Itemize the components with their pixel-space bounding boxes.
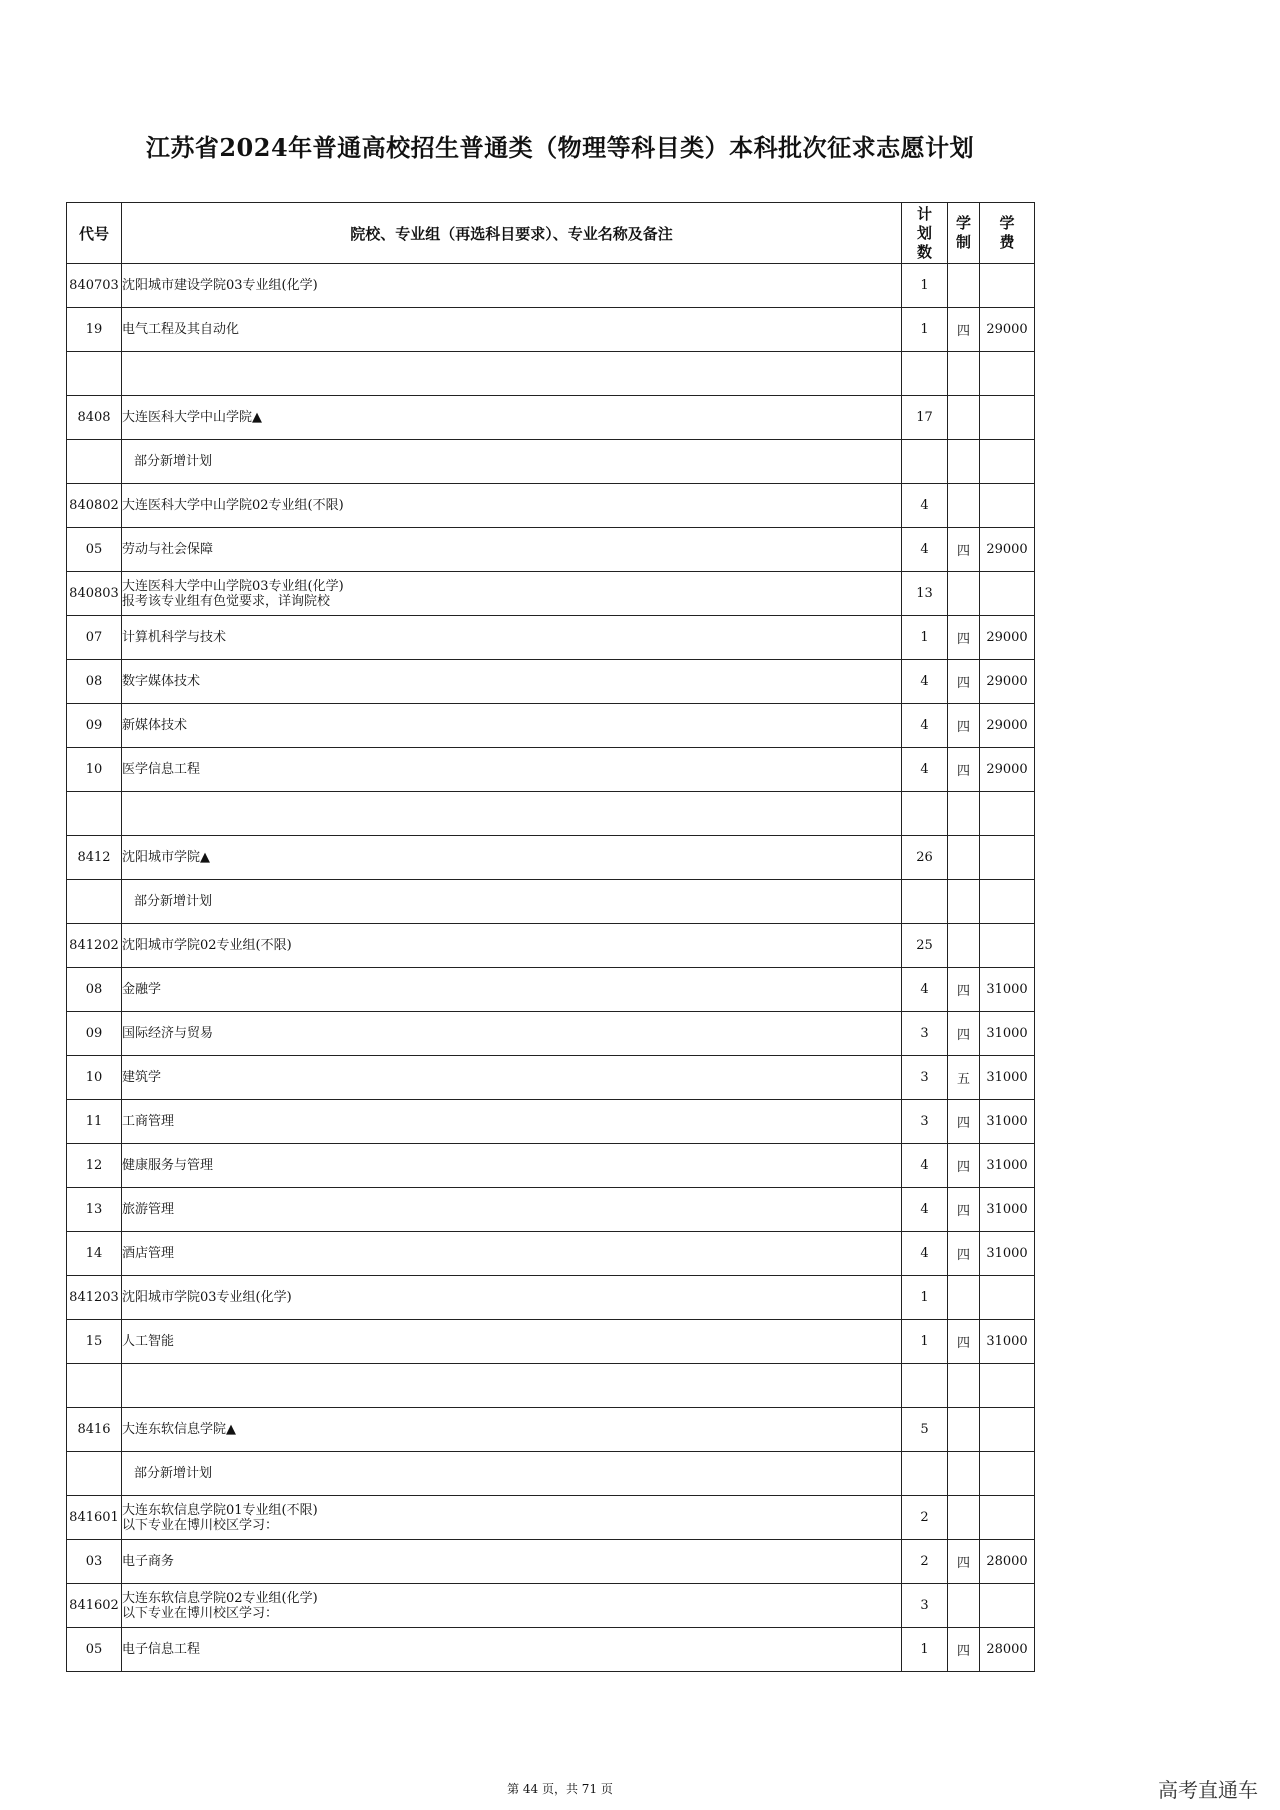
row-years: 四 bbox=[948, 968, 980, 1012]
row-code bbox=[67, 440, 122, 484]
row-fee bbox=[980, 484, 1035, 528]
table-row bbox=[67, 440, 1035, 484]
row-fee bbox=[980, 924, 1035, 968]
table-row bbox=[67, 968, 1035, 1012]
row-code: 08 bbox=[67, 968, 122, 1012]
row-name bbox=[122, 748, 902, 792]
row-fee: 31000 bbox=[980, 1056, 1035, 1100]
row-name-text: 部分新增计划 bbox=[134, 454, 213, 469]
row-fee bbox=[980, 880, 1035, 924]
table-row bbox=[67, 1144, 1035, 1188]
row-years: 四 bbox=[948, 1188, 980, 1232]
row-fee: 31000 bbox=[980, 1012, 1035, 1056]
row-name bbox=[122, 1628, 902, 1672]
row-years bbox=[948, 880, 980, 924]
row-years: 四 bbox=[948, 1144, 980, 1188]
row-name-text: 电子信息工程 bbox=[122, 1642, 201, 1657]
table-row bbox=[67, 1584, 1035, 1628]
table-row bbox=[67, 1056, 1035, 1100]
row-fee: 29000 bbox=[980, 528, 1035, 572]
row-fee bbox=[980, 1452, 1035, 1496]
row-name-text: 电子商务 bbox=[122, 1554, 175, 1569]
row-years bbox=[948, 440, 980, 484]
table-row bbox=[67, 572, 1035, 616]
row-name-text: 计算机科学与技术 bbox=[122, 630, 227, 645]
table-row bbox=[67, 704, 1035, 748]
row-plan-count: 1 bbox=[902, 308, 948, 352]
row-plan-count: 3 bbox=[902, 1100, 948, 1144]
row-fee: 31000 bbox=[980, 1100, 1035, 1144]
row-plan-count bbox=[902, 440, 948, 484]
row-fee bbox=[980, 836, 1035, 880]
table-row bbox=[67, 924, 1035, 968]
table-row bbox=[67, 1628, 1035, 1672]
row-name bbox=[122, 792, 902, 836]
row-fee bbox=[980, 1496, 1035, 1540]
header-plan-char: 计 bbox=[916, 204, 932, 223]
row-years bbox=[948, 836, 980, 880]
row-code: 840703 bbox=[67, 264, 122, 308]
table-row bbox=[67, 484, 1035, 528]
row-code: 19 bbox=[67, 308, 122, 352]
row-plan-count bbox=[902, 1452, 948, 1496]
row-fee: 28000 bbox=[980, 1628, 1035, 1672]
row-plan-count: 4 bbox=[902, 748, 948, 792]
row-name bbox=[122, 1496, 902, 1540]
row-years bbox=[948, 1584, 980, 1628]
row-code bbox=[67, 792, 122, 836]
row-fee bbox=[980, 1364, 1035, 1408]
row-name-text: 大连东软信息学院01专业组(不限) bbox=[122, 1502, 318, 1518]
row-fee bbox=[980, 396, 1035, 440]
row-years: 四 bbox=[948, 1628, 980, 1672]
table-row bbox=[67, 660, 1035, 704]
row-code: 841203 bbox=[67, 1276, 122, 1320]
watermark: 高考直通车 bbox=[1158, 1778, 1258, 1802]
row-code: 15 bbox=[67, 1320, 122, 1364]
row-years bbox=[948, 572, 980, 616]
row-years bbox=[948, 1452, 980, 1496]
row-plan-count: 26 bbox=[902, 836, 948, 880]
row-name-text: 大连东软信息学院02专业组(化学) bbox=[122, 1590, 318, 1606]
row-code: 840803 bbox=[67, 572, 122, 616]
row-fee bbox=[980, 440, 1035, 484]
row-code: 841202 bbox=[67, 924, 122, 968]
row-name bbox=[122, 1540, 902, 1584]
row-name bbox=[122, 1144, 902, 1188]
row-plan-count: 4 bbox=[902, 1144, 948, 1188]
table-row bbox=[67, 836, 1035, 880]
row-name-text: 国际经济与贸易 bbox=[122, 1026, 214, 1041]
row-name bbox=[122, 924, 902, 968]
row-years bbox=[948, 484, 980, 528]
row-plan-count bbox=[902, 1364, 948, 1408]
row-name-text: 新媒体技术 bbox=[122, 718, 188, 733]
row-name-text: 部分新增计划 bbox=[134, 1466, 213, 1481]
table-row bbox=[67, 1276, 1035, 1320]
row-name-remark: 以下专业在博川校区学习： bbox=[122, 1517, 279, 1533]
row-years bbox=[948, 1496, 980, 1540]
row-name bbox=[122, 484, 902, 528]
row-name bbox=[122, 308, 902, 352]
row-name-text: 大连医科大学中山学院03专业组(化学) bbox=[122, 578, 344, 594]
row-plan-count bbox=[902, 792, 948, 836]
row-name bbox=[122, 528, 902, 572]
row-name-text: 沈阳城市学院▲ bbox=[122, 850, 210, 865]
page-footer: 第 44 页，共 71 页 bbox=[507, 1782, 613, 1796]
row-name-text: 人工智能 bbox=[122, 1334, 175, 1349]
row-code bbox=[67, 352, 122, 396]
row-code: 12 bbox=[67, 1144, 122, 1188]
row-code: 09 bbox=[67, 1012, 122, 1056]
row-fee bbox=[980, 264, 1035, 308]
row-plan-count: 4 bbox=[902, 704, 948, 748]
row-name-remark: 以下专业在博川校区学习： bbox=[122, 1605, 279, 1621]
row-plan-count: 2 bbox=[902, 1540, 948, 1584]
row-name-text: 酒店管理 bbox=[122, 1246, 175, 1261]
row-fee bbox=[980, 1584, 1035, 1628]
row-name bbox=[122, 352, 902, 396]
row-years bbox=[948, 1364, 980, 1408]
row-name bbox=[122, 572, 902, 616]
row-plan-count: 1 bbox=[902, 616, 948, 660]
row-years: 四 bbox=[948, 528, 980, 572]
table-row bbox=[67, 264, 1035, 308]
row-plan-count: 13 bbox=[902, 572, 948, 616]
row-years bbox=[948, 792, 980, 836]
row-plan-count: 1 bbox=[902, 1276, 948, 1320]
row-name bbox=[122, 660, 902, 704]
row-name bbox=[122, 1232, 902, 1276]
table-row bbox=[67, 528, 1035, 572]
row-fee bbox=[980, 792, 1035, 836]
header-years-char: 学 bbox=[955, 214, 971, 232]
row-plan-count: 3 bbox=[902, 1584, 948, 1628]
table-row bbox=[67, 1232, 1035, 1276]
row-name bbox=[122, 880, 902, 924]
row-code: 841601 bbox=[67, 1496, 122, 1540]
row-name bbox=[122, 968, 902, 1012]
row-name-text: 沈阳城市学院02专业组(不限) bbox=[122, 938, 292, 953]
row-years: 四 bbox=[948, 1012, 980, 1056]
row-name-text: 工商管理 bbox=[122, 1114, 175, 1129]
header-fee-char: 学 bbox=[999, 214, 1015, 232]
row-name-text: 健康服务与管理 bbox=[122, 1158, 214, 1173]
table-row bbox=[67, 1408, 1035, 1452]
table-row bbox=[67, 1188, 1035, 1232]
row-name-text: 医学信息工程 bbox=[122, 762, 201, 777]
row-plan-count: 1 bbox=[902, 1628, 948, 1672]
row-fee: 29000 bbox=[980, 660, 1035, 704]
header-code: 代号 bbox=[67, 203, 122, 264]
row-years: 五 bbox=[948, 1056, 980, 1100]
row-name bbox=[122, 1012, 902, 1056]
row-code bbox=[67, 1364, 122, 1408]
row-years: 四 bbox=[948, 1232, 980, 1276]
row-plan-count: 4 bbox=[902, 1232, 948, 1276]
row-code: 05 bbox=[67, 528, 122, 572]
row-fee: 29000 bbox=[980, 748, 1035, 792]
row-name bbox=[122, 1364, 902, 1408]
row-fee: 28000 bbox=[980, 1540, 1035, 1584]
row-years bbox=[948, 1276, 980, 1320]
header-years-char: 制 bbox=[955, 233, 971, 251]
table-row bbox=[67, 1364, 1035, 1408]
row-years: 四 bbox=[948, 1100, 980, 1144]
plan-table bbox=[66, 202, 1035, 1672]
row-name bbox=[122, 1584, 902, 1628]
row-years bbox=[948, 1408, 980, 1452]
row-plan-count: 4 bbox=[902, 1188, 948, 1232]
page-title: 江苏省2024年普通高校招生普通类（物理等科目类）本科批次征求志愿计划 bbox=[145, 133, 975, 162]
table-row bbox=[67, 616, 1035, 660]
row-name-text: 大连东软信息学院▲ bbox=[122, 1422, 236, 1437]
row-years bbox=[948, 264, 980, 308]
row-years bbox=[948, 352, 980, 396]
row-code bbox=[67, 1452, 122, 1496]
row-code: 840802 bbox=[67, 484, 122, 528]
table-header-row bbox=[67, 203, 1035, 264]
row-years: 四 bbox=[948, 1540, 980, 1584]
row-code: 03 bbox=[67, 1540, 122, 1584]
row-code: 8412 bbox=[67, 836, 122, 880]
row-plan-count: 4 bbox=[902, 968, 948, 1012]
row-plan-count: 2 bbox=[902, 1496, 948, 1540]
row-code: 14 bbox=[67, 1232, 122, 1276]
row-plan-count: 4 bbox=[902, 660, 948, 704]
row-years bbox=[948, 396, 980, 440]
row-plan-count: 3 bbox=[902, 1012, 948, 1056]
row-code: 08 bbox=[67, 660, 122, 704]
row-years: 四 bbox=[948, 660, 980, 704]
row-name bbox=[122, 440, 902, 484]
table-row bbox=[67, 396, 1035, 440]
table-row bbox=[67, 1496, 1035, 1540]
row-code bbox=[67, 880, 122, 924]
row-name bbox=[122, 396, 902, 440]
row-code: 07 bbox=[67, 616, 122, 660]
row-name bbox=[122, 704, 902, 748]
row-name-text: 沈阳城市学院03专业组(化学) bbox=[122, 1290, 292, 1305]
row-name-text: 大连医科大学中山学院02专业组(不限) bbox=[122, 498, 344, 513]
table-row bbox=[67, 792, 1035, 836]
row-plan-count bbox=[902, 880, 948, 924]
row-name-text: 劳动与社会保障 bbox=[122, 542, 214, 557]
row-name-text: 金融学 bbox=[122, 982, 162, 997]
row-name bbox=[122, 1408, 902, 1452]
row-code: 09 bbox=[67, 704, 122, 748]
table-row bbox=[67, 308, 1035, 352]
row-name bbox=[122, 1100, 902, 1144]
table-row bbox=[67, 880, 1035, 924]
row-plan-count: 5 bbox=[902, 1408, 948, 1452]
row-years: 四 bbox=[948, 308, 980, 352]
row-name-text: 沈阳城市建设学院03专业组(化学) bbox=[122, 278, 318, 293]
row-fee: 31000 bbox=[980, 1188, 1035, 1232]
row-name-text: 数字媒体技术 bbox=[122, 674, 201, 689]
row-fee: 29000 bbox=[980, 704, 1035, 748]
row-plan-count: 3 bbox=[902, 1056, 948, 1100]
table-row bbox=[67, 1452, 1035, 1496]
table-row bbox=[67, 748, 1035, 792]
row-name-text: 部分新增计划 bbox=[134, 894, 213, 909]
row-plan-count: 4 bbox=[902, 528, 948, 572]
row-years: 四 bbox=[948, 1320, 980, 1364]
row-name bbox=[122, 616, 902, 660]
row-code: 10 bbox=[67, 1056, 122, 1100]
row-code: 8408 bbox=[67, 396, 122, 440]
row-fee: 29000 bbox=[980, 616, 1035, 660]
row-name bbox=[122, 1452, 902, 1496]
row-plan-count: 1 bbox=[902, 1320, 948, 1364]
row-years: 四 bbox=[948, 616, 980, 660]
row-code: 8416 bbox=[67, 1408, 122, 1452]
row-name-text: 大连医科大学中山学院▲ bbox=[122, 410, 262, 425]
row-plan-count: 4 bbox=[902, 484, 948, 528]
row-years: 四 bbox=[948, 748, 980, 792]
row-code: 05 bbox=[67, 1628, 122, 1672]
table-body bbox=[67, 264, 1035, 1672]
row-plan-count: 1 bbox=[902, 264, 948, 308]
row-name-text: 电气工程及其自动化 bbox=[122, 322, 240, 337]
row-name-text: 旅游管理 bbox=[122, 1202, 175, 1217]
row-plan-count: 25 bbox=[902, 924, 948, 968]
row-fee: 31000 bbox=[980, 1144, 1035, 1188]
row-name bbox=[122, 836, 902, 880]
header-years bbox=[948, 203, 980, 264]
header-plan-char: 划 bbox=[916, 223, 932, 242]
header-plan bbox=[902, 203, 948, 264]
header-plan-char: 数 bbox=[916, 242, 932, 261]
row-code: 11 bbox=[67, 1100, 122, 1144]
table-row bbox=[67, 352, 1035, 396]
row-fee: 31000 bbox=[980, 1232, 1035, 1276]
row-years bbox=[948, 924, 980, 968]
row-name-text: 建筑学 bbox=[122, 1070, 162, 1085]
row-fee bbox=[980, 1408, 1035, 1452]
row-code: 841602 bbox=[67, 1584, 122, 1628]
row-fee: 29000 bbox=[980, 308, 1035, 352]
row-name bbox=[122, 1320, 902, 1364]
row-name bbox=[122, 1276, 902, 1320]
header-name: 院校、专业组（再选科目要求）、专业名称及备注 bbox=[122, 203, 902, 264]
row-code: 10 bbox=[67, 748, 122, 792]
header-fee bbox=[980, 203, 1035, 264]
table-row bbox=[67, 1012, 1035, 1056]
row-plan-count bbox=[902, 352, 948, 396]
row-years: 四 bbox=[948, 704, 980, 748]
row-name bbox=[122, 1188, 902, 1232]
row-fee: 31000 bbox=[980, 968, 1035, 1012]
row-name bbox=[122, 1056, 902, 1100]
row-plan-count: 17 bbox=[902, 396, 948, 440]
row-fee bbox=[980, 352, 1035, 396]
table-row bbox=[67, 1320, 1035, 1364]
row-fee bbox=[980, 1276, 1035, 1320]
row-name bbox=[122, 264, 902, 308]
row-code: 13 bbox=[67, 1188, 122, 1232]
row-fee bbox=[980, 572, 1035, 616]
row-name-remark: 报考该专业组有色觉要求，详询院校 bbox=[122, 593, 331, 609]
row-fee: 31000 bbox=[980, 1320, 1035, 1364]
header-fee-char: 费 bbox=[999, 233, 1015, 251]
table-row bbox=[67, 1100, 1035, 1144]
table-row bbox=[67, 1540, 1035, 1584]
